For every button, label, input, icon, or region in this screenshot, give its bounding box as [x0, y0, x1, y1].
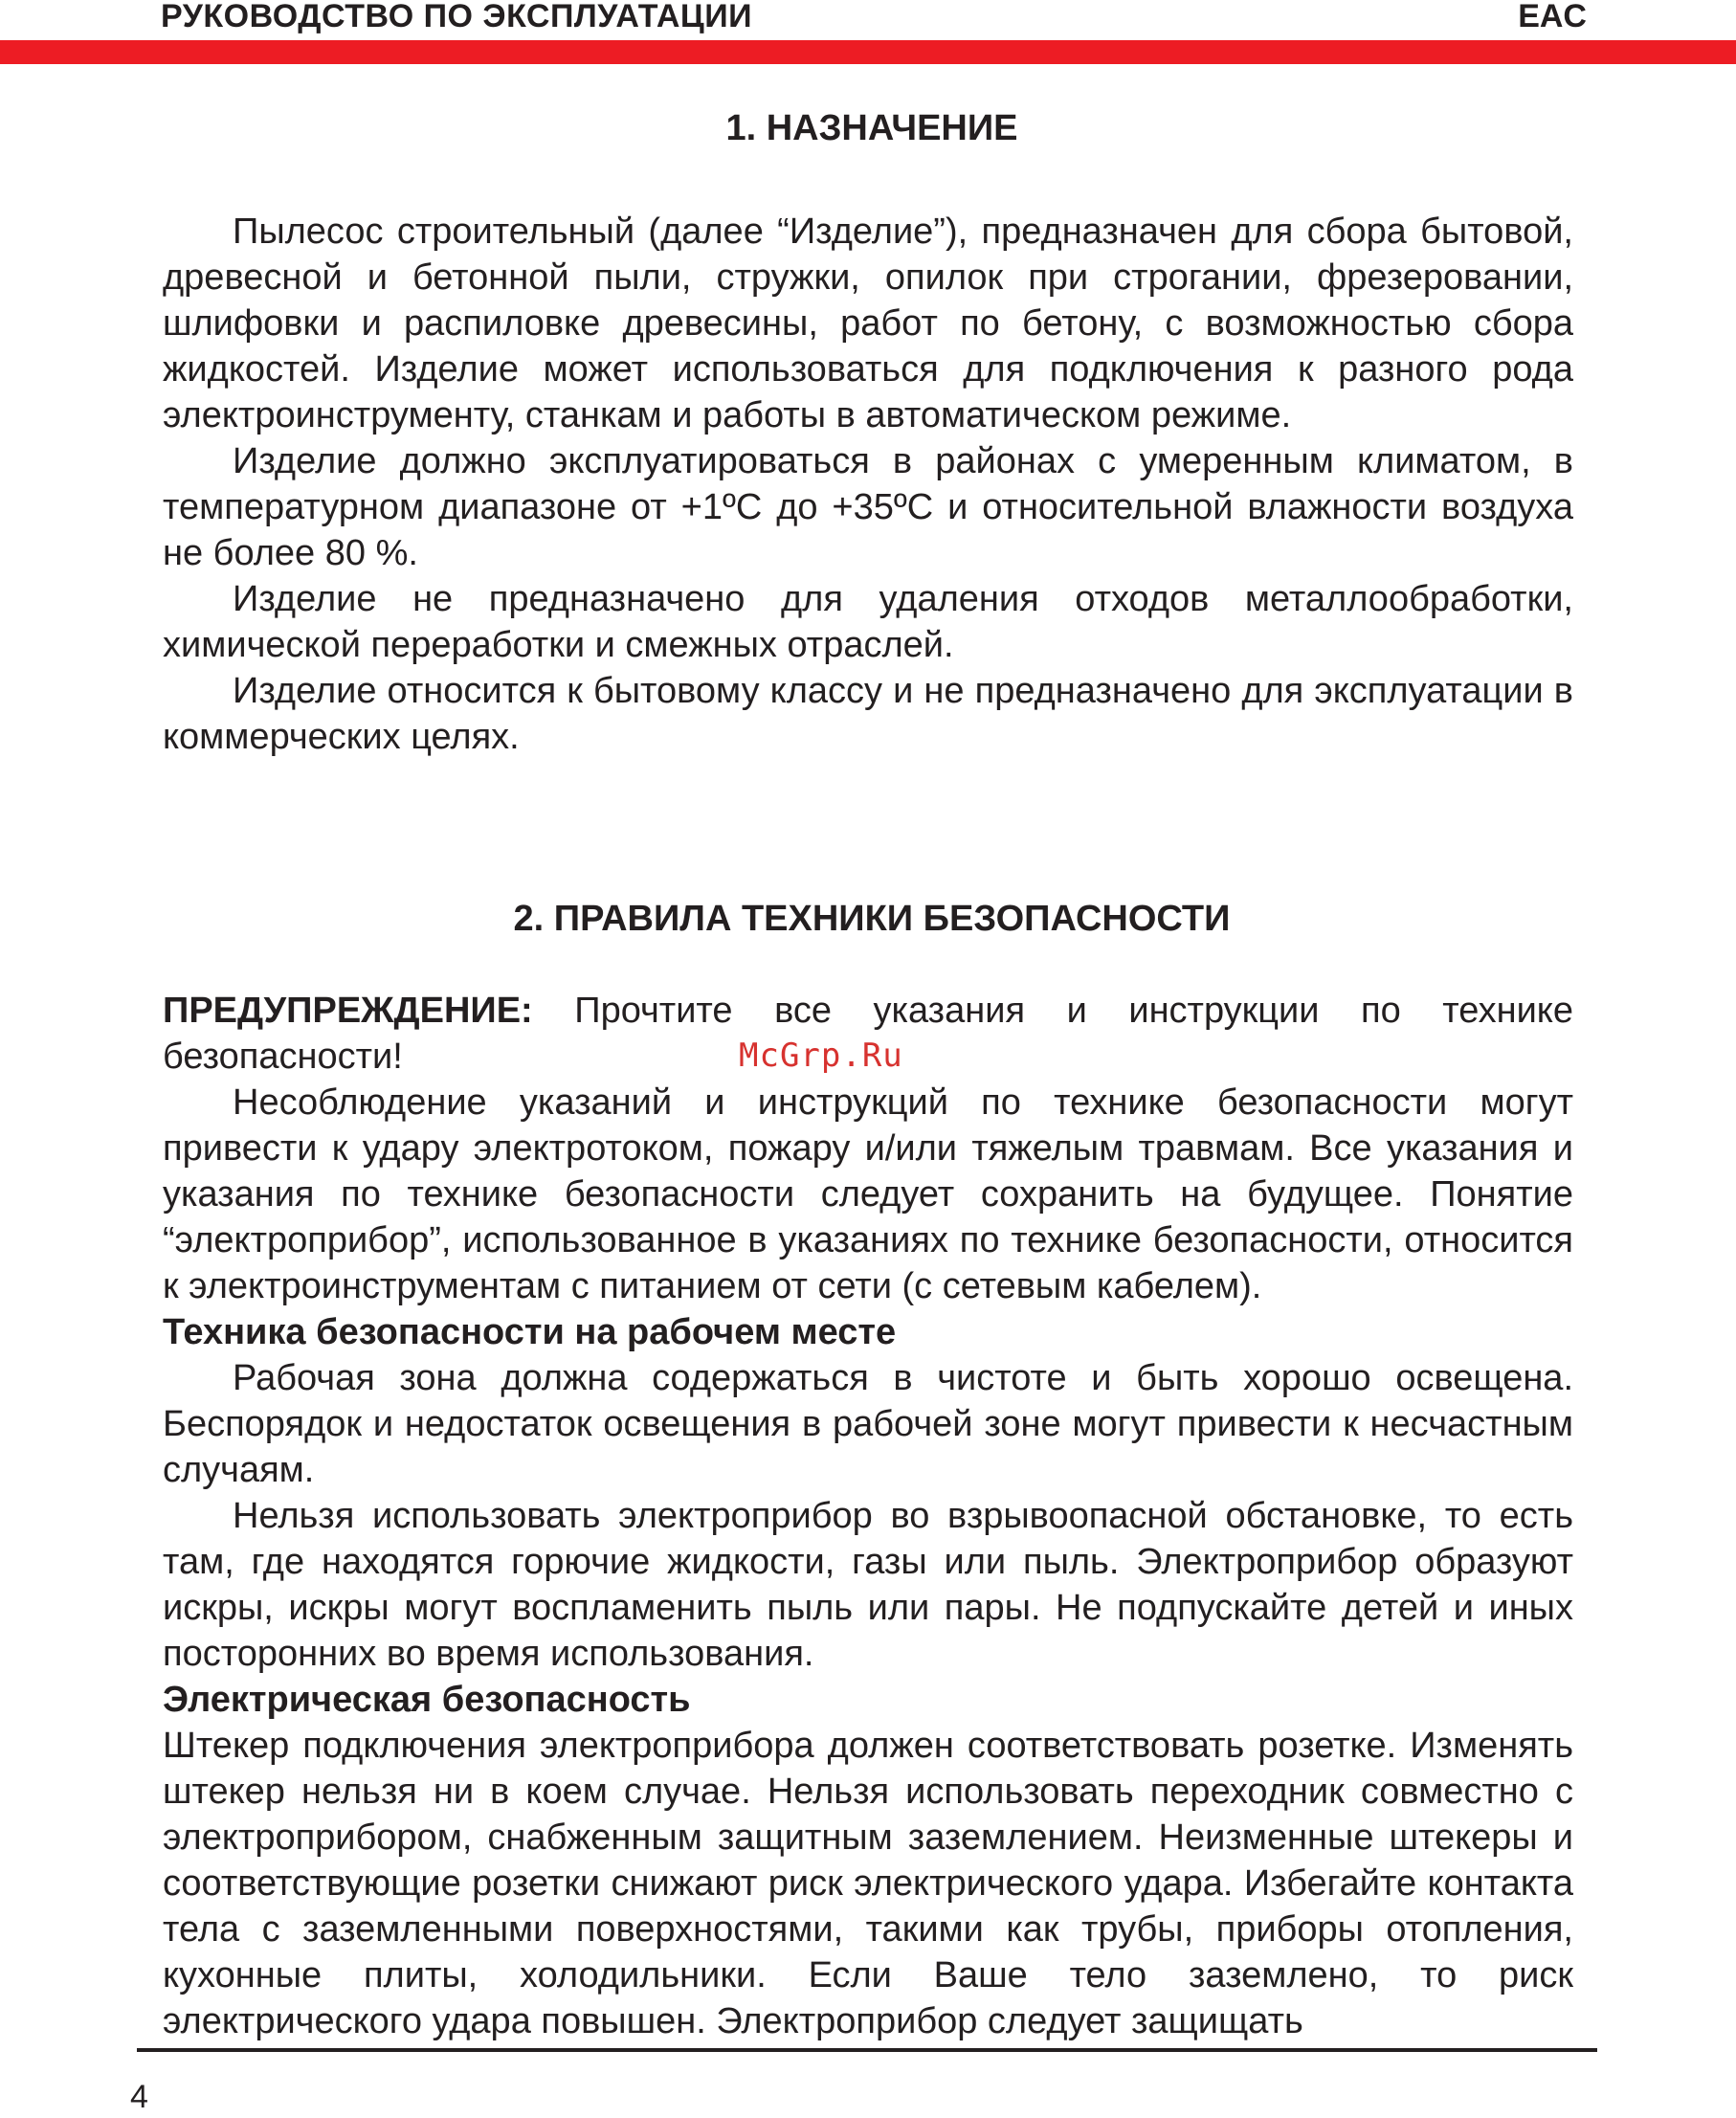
section-1-paragraph: Изделие должно эксплуатироваться в районах с умеренным климатом, в температурном диапазоне от +1ºС до +35ºС и относительной влажности воздуха не более 80 %.	[163, 441, 1573, 573]
electrical-safety-heading: Электрическая безопасность	[163, 1680, 691, 1720]
watermark-text: McGrp.Ru	[739, 1037, 903, 1075]
safety-intro-paragraph: Несоблюдение указаний и инструкций по технике безопасности могут привести к удару электротоком, пожару и/или тяжелым травмам. Все указания и указания по технике безопасности следует сохранить на будущее. Понятие “электроприбор”, использованное в указаниях по технике безопасности, относится к электроинструментам с питанием от сети (с сетевым кабелем).	[163, 1082, 1573, 1306]
header-red-band	[0, 40, 1736, 64]
warning-text: Прочтите все указания и инструкции по технике безопасности!	[163, 991, 1573, 1077]
section-1-paragraph: Изделие относится к бытовому классу и не предназначено для эксплуатации в коммерческих целях.	[163, 671, 1573, 757]
section-2-title: 2. ПРАВИЛА ТЕХНИКИ БЕЗОПАСНОСТИ	[513, 899, 1231, 939]
warning-label: ПРЕДУПРЕЖДЕНИЕ:	[163, 991, 533, 1031]
section-1-paragraph: Изделие не предназначено для удаления отходов металлообработки, химической переработки и смежных отраслей.	[163, 579, 1573, 665]
eac-mark: EAC	[1518, 0, 1587, 34]
page-content	[163, 105, 1573, 2044]
section-1-paragraph: Пылесос строительный (далее “Изделие”), предназначен для сбора бытовой, древесной и бетонной пыли, стружки, опилок при строгании, фрезеровании, шлифовки и распиловке древесины, работ по бетону, с возможностью сбора жидкостей. Изделие может использоваться для подключения к разного рода электроинструменту, станкам и работы в автоматическом режиме.	[163, 212, 1573, 435]
page-number: 4	[130, 2079, 148, 2115]
manual-header-title: РУКОВОДСТВО ПО ЭКСПЛУАТАЦИИ	[161, 0, 753, 34]
electrical-safety-paragraph: Штекер подключения электроприбора должен соответствовать розетке. Изменять штекер нельзя ни в коем случае. Нельзя использовать переходник совместно с электроприбором, снабженным защитным заземлением. Неизменные штекеры и соответствующие розетки снижают риск электрического удара. Избегайте контакта тела с заземленными поверхностями, такими как трубы, приборы отопления, кухонные плиты, холодильники. Если Ваше тело заземлено, то риск электрического удара повышен. Электроприбор следует защищать	[163, 1726, 1573, 2041]
section-1-title: 1. НАЗНАЧЕНИЕ	[725, 108, 1018, 148]
workplace-safety-paragraph: Рабочая зона должна содержаться в чистоте и быть хорошо освещена. Беспорядок и недостаток освещения в рабочей зоне могут привести к несчастным случаям.	[163, 1358, 1573, 1490]
footer-rule	[137, 2048, 1597, 2052]
workplace-safety-paragraph: Нельзя использовать электроприбор во взрывоопасной обстановке, то есть там, где находятся горючие жидкости, газы или пыль. Электроприбор образуют искры, искры могут воспламенить пыль или пары. Не подпускайте детей и иных посторонних во время использования.	[163, 1496, 1573, 1674]
workplace-safety-heading: Техника безопасности на рабочем месте	[163, 1312, 897, 1352]
